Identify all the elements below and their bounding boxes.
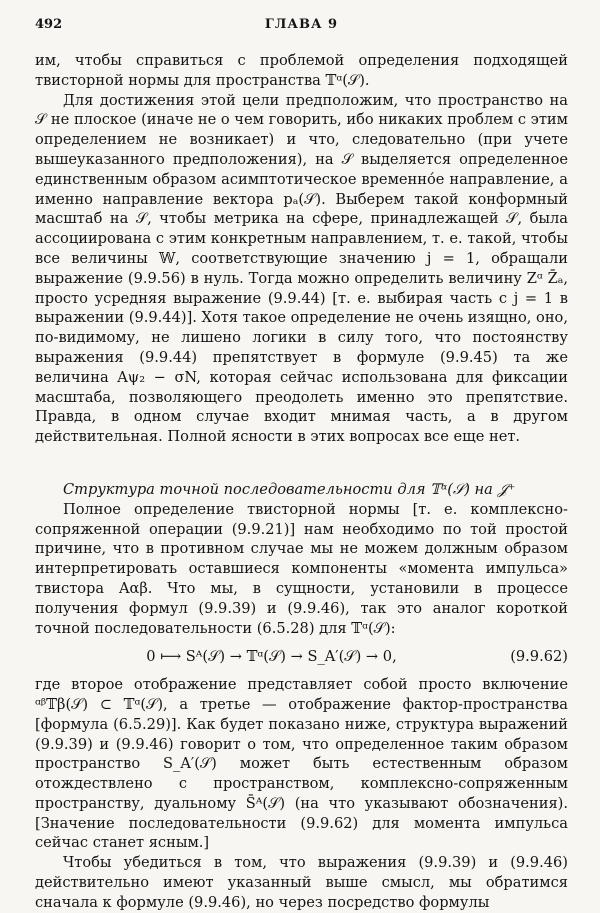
paragraph: Чтобы убедиться в том, что выражения (9.9.39) и (9.9.46) действительно имеют указанный выше смысл, мы обратимся сначала к формуле (9.9.46), но через посредство формулы (35, 854, 568, 911)
chapter-title: ГЛАВА 9 (264, 17, 339, 32)
body-text (35, 51, 568, 913)
page-number: 492 (35, 17, 63, 32)
paragraph: им, чтобы справиться с проблемой определения подходящей твисторной нормы для пространства 𝕋ᵅ(𝒮). (35, 52, 568, 89)
section-heading: Структура точной последовательности для 𝕋ᵅ(𝒮) на 𝒥⁺ (63, 480, 516, 498)
equation-expression: 0 ⟼ Sᴬ(𝒮) → 𝕋ᵅ(𝒮) → S_A′(𝒮) → 0, (146, 648, 397, 666)
running-header (35, 17, 568, 37)
equation-number: (9.9.62) (510, 648, 568, 666)
paragraph: Для достижения этой цели предположим, что пространство на 𝒮 не плоское (иначе не о чем говорить, ибо никаких проблем с этим определением не возникает) и что, следовательно (при учете вышеуказанного предположения), на 𝒮 выделяется определенное единственным образом асимптотическое временно́е направление, а именно направление вектора pₐ(𝒮). Выберем такой конформный масштаб на 𝒮, чтобы метрика на сфере, принадлежащей 𝒮, была ассоциирована с этим конкретным направлением, т. е. такой, чтобы все величины 𝕎, соответствующие значению j = 1, обращали выражение (9.9.56) в нуль. Тогда можно определить величину Zᵅ Z̄ₐ, просто усредняя выражение (9.9.44) [т. е. выбирая часть с j = 1 в выражении (9.9.44)]. Хотя такое определение не очень изящно, оно, по-видимому, не лишено логики в силу того, что постоянству выражения (9.9.44) препятствует в формуле (9.9.45) та же величина Aψ₂ − σN, которая сейчас использована для фиксации масштаба, позволяющего преодолеть именно это препятствие. Правда, в одном случае входит мнимая часть, а в другом действительная. Полной ясности в этих вопросах все еще нет. (35, 91, 568, 446)
paragraph: где второе отображение представляет собой просто включение ᵅᵝ𝕋β(𝒮) ⊂ 𝕋ᵅ(𝒮), а третье — отображение фактор-пространства [формула (6.5.29)]. Как будет показано ниже, структура выражений (9.9.39) и (9.9.46) говорит о том, что определенное таким образом пространство S_A′(𝒮) может быть естественным образом отождествлено с пространством, комплексно-сопряженным пространству, дуальному S̄ᴬ(𝒮) (на что указывают обозначения). [Значение последовательности (9.9.62) для момента импульса сейчас станет ясным.] (35, 676, 568, 852)
paragraph: Полное определение твисторной нормы [т. е. комплексно-сопряженной операции (9.9.21)] нам необходимо по той простой причине, что в противном случае мы не можем должным образом интерпретировать оставшиеся компоненты «момента импульса» твистора Aαβ. Что мы, в сущности, установили в процессе получения формул (9.9.39) и (9.9.46), так это аналог короткой точной последовательности (6.5.28) для 𝕋ᵅ(𝒮): (35, 500, 568, 637)
display-equation (35, 647, 568, 667)
